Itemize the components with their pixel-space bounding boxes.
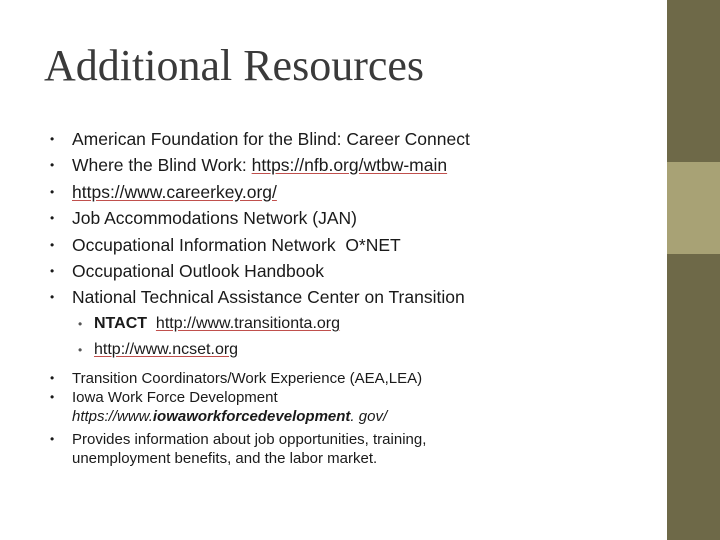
list-item-text: Iowa Work Force Development <box>72 388 278 406</box>
transitionta-link[interactable]: http://www.transitionta.org <box>155 314 341 332</box>
bullet-icon: • <box>50 370 55 385</box>
list-item <box>50 284 650 310</box>
list-item-text: American Foundation for the Blind: Career Connect <box>72 129 470 149</box>
ncset-link[interactable]: http://www.ncset.org <box>94 340 239 358</box>
sub-list-item <box>50 311 650 337</box>
ntact-label: NTACT <box>94 314 148 332</box>
list-item <box>50 152 650 178</box>
list-item <box>50 126 650 152</box>
iowa-workforce-url <box>72 407 650 426</box>
list-item <box>50 430 650 468</box>
sidebar-decoration-dark <box>667 0 720 540</box>
list-item <box>50 369 650 388</box>
bullet-icon: • <box>78 316 83 331</box>
bullet-icon: • <box>50 132 55 146</box>
page-title: Additional Resources <box>44 41 425 90</box>
careerkey-link[interactable]: https://www.careerkey.org/ <box>72 181 277 202</box>
bullet-icon: • <box>50 389 55 404</box>
bullet-icon: • <box>78 342 83 357</box>
list-item <box>50 388 650 426</box>
list-item-text: National Technical Assistance Center on Transition <box>72 287 465 308</box>
url-part-bold: iowaworkforcedevelopment <box>152 407 351 425</box>
sidebar-decoration-light <box>667 162 720 254</box>
list-item-text: Transition Coordinators/Work Experience (AEA,LEA) <box>72 369 423 387</box>
bullet-icon: • <box>50 237 55 252</box>
list-item <box>50 205 650 231</box>
list-item-text: Provides information about job opportunities, training, <box>72 430 427 448</box>
nfb-link[interactable]: https://nfb.org/wtbw-main <box>251 155 448 176</box>
sub-list-item <box>50 337 650 363</box>
list-item-text: Job Accommodations Network (JAN) <box>72 208 357 229</box>
list-item-text: Where the Blind Work: <box>72 155 252 176</box>
bullet-icon: • <box>50 431 55 446</box>
list-item <box>50 258 650 284</box>
list-item <box>50 232 650 258</box>
resource-list <box>50 126 650 468</box>
bullet-icon: • <box>50 264 55 279</box>
list-item-text: Occupational Outlook Handbook <box>72 261 324 282</box>
url-part: https://www. <box>72 407 153 425</box>
bullet-icon: • <box>50 290 55 305</box>
bullet-icon: • <box>50 184 55 199</box>
bullet-icon: • <box>50 211 55 226</box>
list-item <box>50 179 650 205</box>
bullet-icon: • <box>50 158 55 173</box>
url-part: . gov/ <box>350 407 388 425</box>
list-item-text: unemployment benefits, and the labor market. <box>72 449 378 467</box>
list-item-text: Occupational Information Network O*NET <box>72 234 401 255</box>
